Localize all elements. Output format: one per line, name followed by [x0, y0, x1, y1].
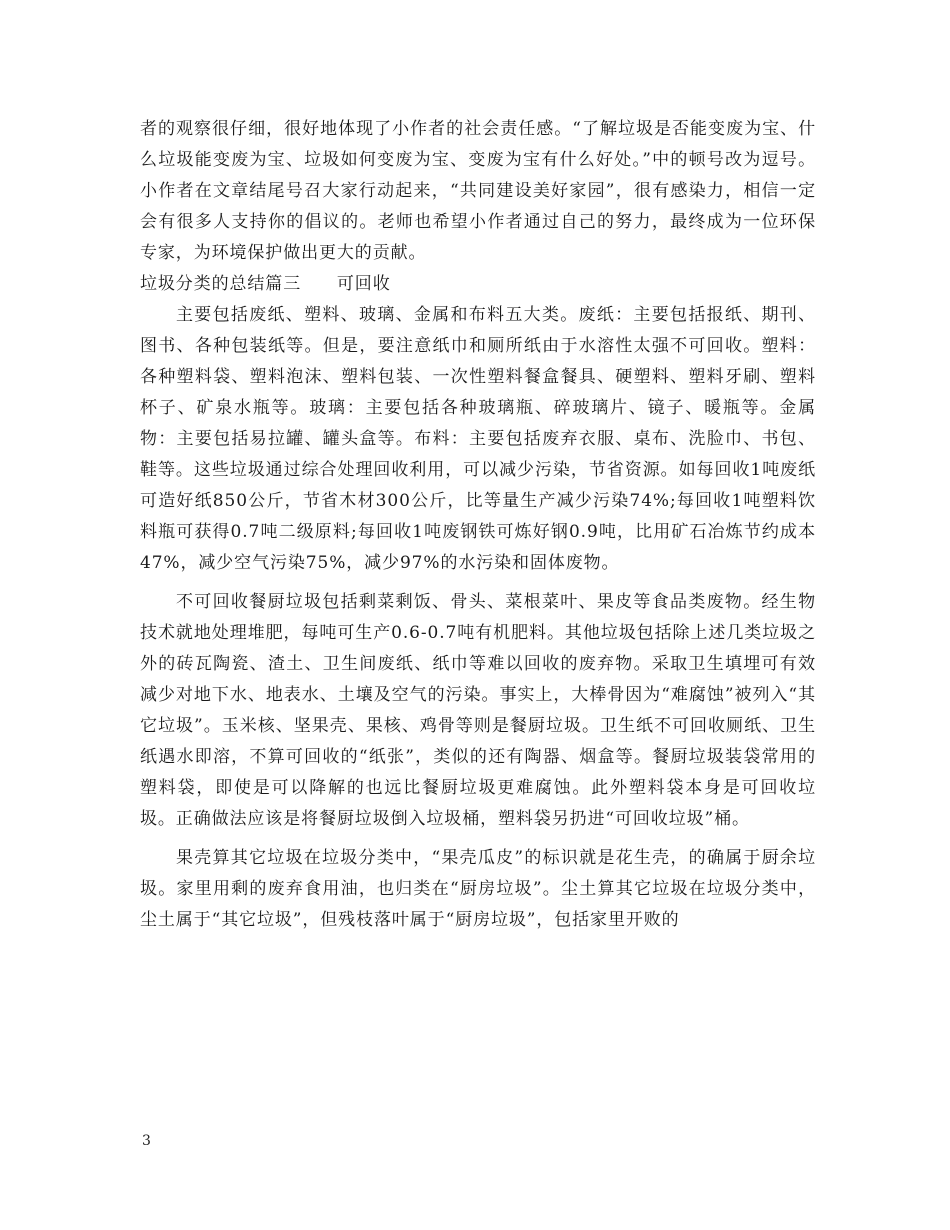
- section-heading: 垃圾分类的总结篇三 可回收: [140, 274, 391, 294]
- paragraph-recyclable: 主要包括废纸、塑料、玻璃、金属和布料五大类。废纸：主要包括报纸、期刊、图书、各种包装纸等。但是，要注意纸巾和厕所纸由于水溶性太强不可回收。塑料：各种塑料袋、塑料泡沫、塑料包装、一次性塑料餐盒餐具、硬塑料、塑料牙刷、塑料杯子、矿泉水瓶等。玻璃：主要包括各种玻璃瓶、碎玻璃片、镜子、暖瓶等。金属物：主要包括易拉罐、罐头盒等。布料：主要包括废弃衣服、桌布、洗脸巾、书包、鞋等。这些垃圾通过综合处理回收利用，可以减少污染，节省资源。如每回收1吨废纸可造好纸850公斤，节省木材300公斤，比等量生产减少污染74%;每回收1吨塑料饮料瓶可获得0.7吨二级原料;每回收1吨废钢铁可炼好钢0.9吨，比用矿石冶炼节约成本47%，减少空气污染75%，减少97%的水污染和固体废物。: [140, 305, 816, 573]
- paragraph-non-recyclable: 不可回收餐厨垃圾包括剩菜剩饭、骨头、菜根菜叶、果皮等食品类废物。经生物技术就地处理堆肥，每吨可生产0.6-0.7吨有机肥料。其他垃圾包括除上述几类垃圾之外的砖瓦陶瓷、渣土、卫生间废纸、纸巾等难以回收的废弃物。采取卫生填埋可有效减少对地下水、地表水、土壤及空气的污染。事实上，大棒骨因为“难腐蚀”被列入“其它垃圾”。玉米核、坚果壳、果核、鸡骨等则是餐厨垃圾。卫生纸不可回收厕纸、卫生纸遇水即溶，不算可回收的“纸张”，类似的还有陶器、烟盒等。餐厨垃圾装袋常用的塑料袋，即使是可以降解的也远比餐厨垃圾更难腐蚀。此外塑料袋本身是可回收垃圾。正确做法应该是将餐厨垃圾倒入垃圾桶，塑料袋另扔进“可回收垃圾”桶。: [140, 592, 816, 829]
- page-number: 3: [142, 1133, 151, 1149]
- paragraph-teacher-comment: 者的观察很仔细，很好地体现了小作者的社会责任感。“了解垃圾是否能变废为宝、什么垃圾能变废为宝、垃圾如何变废为宝、变废为宝有什么好处。”中的顿号改为逗号。小作者在文章结尾号召大家行动起来，“共同建设美好家园”，很有感染力，相信一定会有很多人支持你的倡议的。老师也希望小作者通过自己的努力，最终成为一位环保专家，为环境保护做出更大的贡献。: [140, 119, 816, 263]
- document-body: [140, 114, 816, 936]
- paragraph-shells-and-dust: 果壳算其它垃圾在垃圾分类中，“果壳瓜皮”的标识就是花生壳，的确属于厨余垃圾。家里用剩的废弃食用油，也归类在“厨房垃圾”。尘土算其它垃圾在垃圾分类中，尘土属于“其它垃圾”，但残枝落叶属于“厨房垃圾”，包括家里开败的: [140, 848, 816, 930]
